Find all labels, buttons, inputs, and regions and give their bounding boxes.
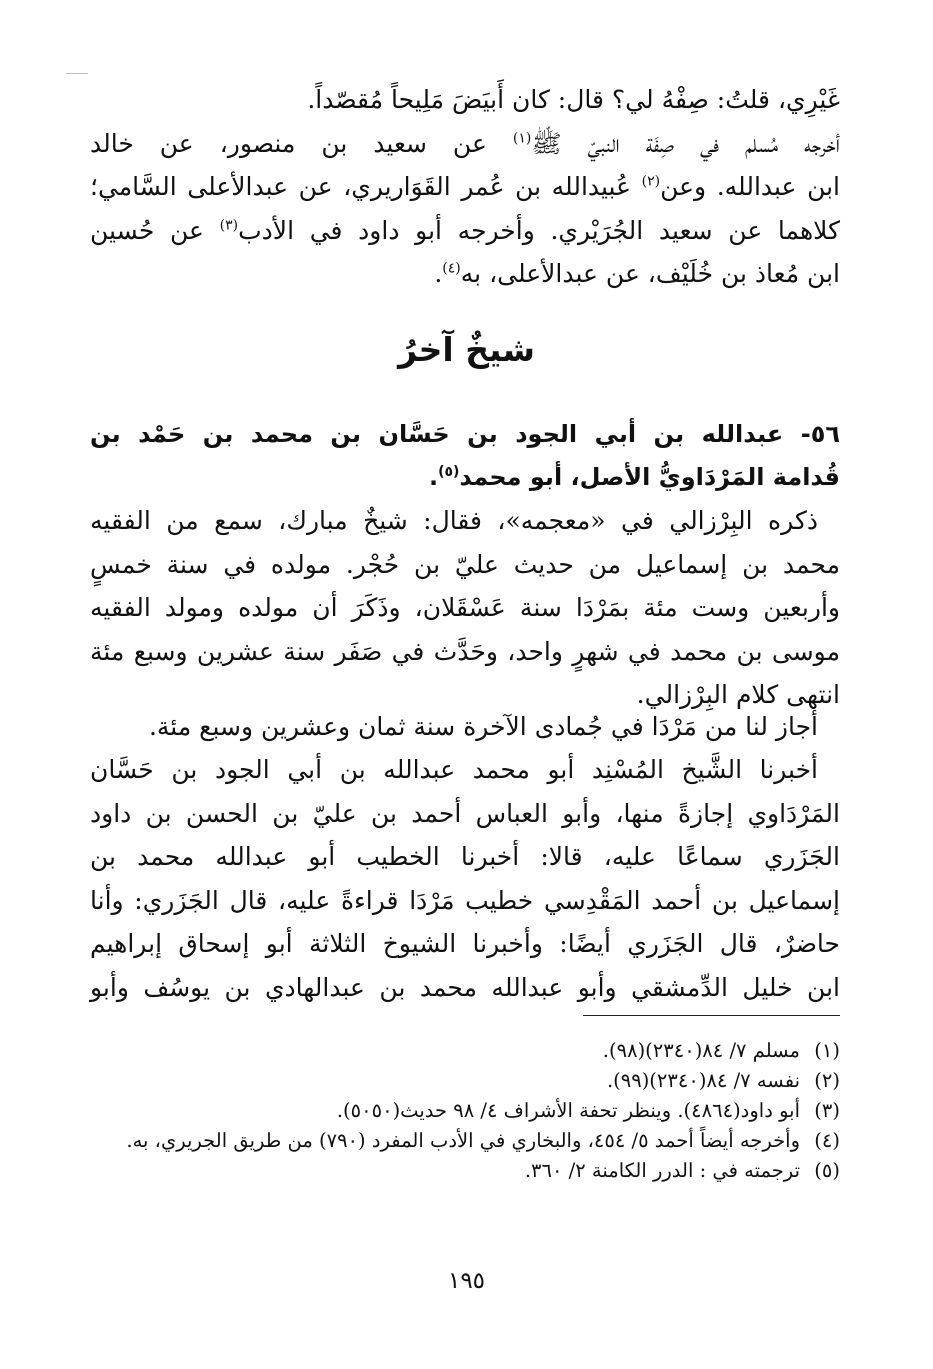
text-line: أخرجه مُسلم في صِفَة النبيّ ﷺ$^{(١)}$ عن سعيد بن منصور، عن خالد	[90, 128, 840, 158]
text-line: المَرْدَاوي إجازةً منها، وأبو العباس أحمد بن عليّ بن الحسن بن داود	[90, 798, 840, 828]
entry-line: قُدامة المَرْدَاويُّ الأصل، أبو محمد$^{(٥)}$.	[428, 463, 840, 491]
text-line: حاضرٌ، قال الجَزَري أيضًا: وأخبرنا الشيوخ الثلاثة أبو إسحاق إبراهيم	[90, 929, 840, 958]
section-heading: شيخٌ آخرُ	[398, 330, 535, 369]
footnote-ref: (٢)	[641, 173, 661, 190]
footnote-text: ترجمته في : الدرر الكامنة ٢/ ٣٦٠.	[524, 1159, 800, 1182]
footnote-number: (٤)	[814, 1129, 840, 1152]
text-line: انتهى كلام البِرْزالي.	[636, 680, 840, 709]
biography-paragraph	[90, 499, 840, 717]
footnote-number: (٣)	[814, 1099, 840, 1122]
footnote	[80, 1036, 840, 1066]
footnote	[80, 1096, 840, 1126]
footnote-text: أبو داود(٤٨٦٤). وينظر تحفة الأشراف ٤/ ٩٨ حديث(٥٠٥٠).	[336, 1099, 800, 1122]
footnote-text: نفسه ٧/ ٨٤(٢٣٤٠)(٩٩).	[606, 1069, 800, 1092]
text-line: وأربعين وست مئة بمَرْدَا سنة عَسْقَلان، وذَكَرَ أن مولده ومولد الفقيه	[90, 593, 840, 622]
scan-mark	[66, 73, 88, 74]
text-line: إسماعيل بن أحمد المَقْدِسي خطيب مَرْدَا قراءةً عليه، قال الجَزَري: وأنا	[90, 885, 840, 915]
footnote-ref: (٥)	[438, 464, 460, 480]
text-line: ابن مُعاذ بن خُلَيْف، عن عبدالأعلى، به$^{(٤)}$.	[434, 259, 840, 288]
top-paragraph	[90, 78, 840, 296]
text-line: أجاز لنا من مَرْدَا في جُمادى الآخرة سنة ثمان وعشرين وسبع مئة.	[148, 712, 818, 741]
footnote-ref: (٣)	[219, 217, 239, 234]
text-line: غَيْرِي، قلتُ: صِفْهُ لي؟ قال: كان أَبيَضَ مَلِيحاً مُقصّداً.	[307, 85, 840, 114]
entry-heading	[90, 413, 840, 499]
text-line: ابن عبدالله. وعن$^{(٢)}$ عُبيدالله بن عُمر القَوَاريري، عن عبدالأعلى السَّامي؛	[90, 172, 841, 201]
footnote-number: (٢)	[814, 1069, 840, 1092]
footnote	[80, 1156, 840, 1186]
footnote-text: مسلم ٧/ ٨٤(٢٣٤٠)(٩٨).	[602, 1039, 800, 1062]
footnote-separator	[583, 1015, 840, 1016]
text-line: موسى بن محمد في شهرٍ واحد، وحَدَّث في صَفَر سنة عشرين وسبع مئة	[90, 636, 840, 666]
page-number: ١٩٥	[447, 1268, 486, 1294]
text-line: ذكره البِرْزالي في «معجمه»، فقال: شيخٌ مبارك، سمع من الفقيه	[90, 506, 818, 535]
text-line: محمد بن إسماعيل من حديث عليّ بن حُجْر. مولده في سنة خمسٍ	[90, 549, 840, 579]
footnote	[80, 1126, 840, 1156]
footnote-text: وأخرجه أيضاً أحمد ٥/ ٤٥٤، والبخاري في الأدب المفرد (٧٩٠) من طريق الجريري، به.	[126, 1129, 800, 1152]
footnotes	[80, 1036, 840, 1186]
ijaza-paragraph	[90, 705, 840, 749]
entry-line: ٥٦- عبدالله بن أبي الجود بن حَسَّان بن محمد بن حَمْد بن	[90, 420, 840, 448]
isnad-paragraph	[90, 748, 840, 1009]
text-line: ابن خليل الدِّمشقي وأبو عبدالله محمد بن عبدالهادي بن يوسُف وأبو	[90, 972, 840, 1002]
footnote	[80, 1066, 840, 1096]
text-line: أخبرنا الشَّيخ المُسْنِد أبو محمد عبدالله بن أبي الجود بن حَسَّان	[90, 755, 818, 784]
footnote-ref: (١)	[512, 130, 532, 147]
footnote-ref: (٤)	[442, 260, 461, 277]
text-line: كلاهما عن سعيد الجُرَيْري. وأخرجه أبو داود في الأدب$^{(٣)}$ عن حُسين	[90, 215, 840, 245]
footnote-number: (١)	[814, 1039, 840, 1062]
text-line: الجَزَري سماعًا عليه، قالا: أخبرنا الخطيب أبو عبدالله محمد بن	[90, 842, 840, 871]
footnote-number: (٥)	[814, 1159, 840, 1182]
